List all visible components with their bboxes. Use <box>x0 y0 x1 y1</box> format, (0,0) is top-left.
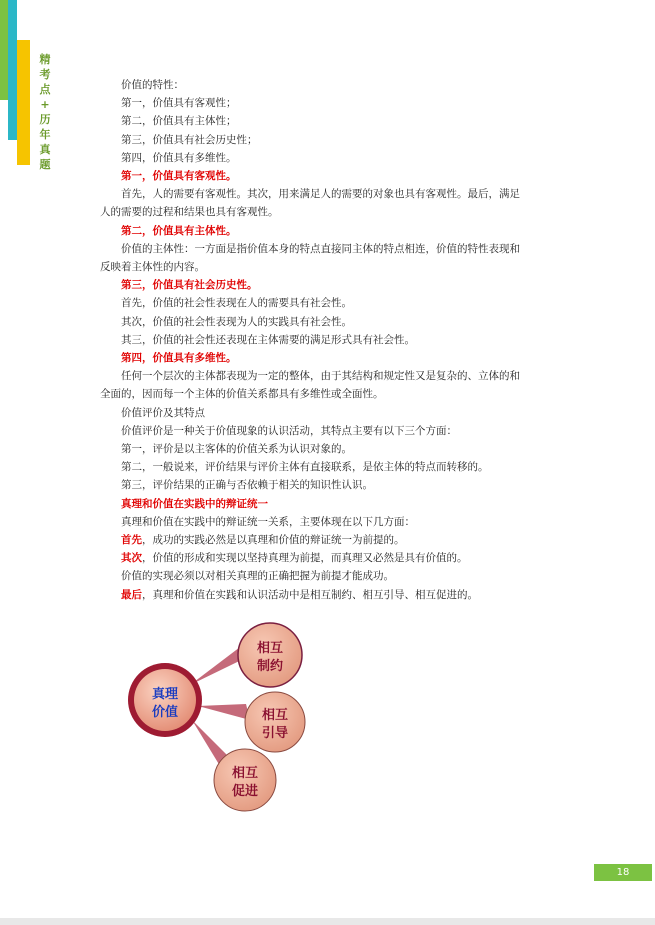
connector <box>198 704 250 720</box>
node-label-promote-1: 相互 <box>231 766 259 781</box>
lead-word: 首先 <box>121 534 142 547</box>
truth-value-diagram <box>120 610 320 820</box>
text-line <box>100 203 560 221</box>
line-text: 首先，人的需要有客观性。其次，用来满足人的需要的对象也具有客观性。最后，满足 <box>121 188 520 201</box>
section-heading <box>100 349 560 367</box>
center-label-1: 真理 <box>151 687 179 702</box>
text-line <box>100 422 560 440</box>
text-line <box>100 367 560 385</box>
side-label-char: 真 <box>39 143 51 156</box>
node-label-guide-2: 引导 <box>261 726 289 741</box>
decor-bar-blue <box>8 0 17 140</box>
lead-word: 最后 <box>121 588 142 601</box>
side-label <box>38 52 52 172</box>
decor-bar-green <box>0 0 8 100</box>
line-text: 价值的主体性：一方面是指价值本身的特点直接同主体的特点相连，价值的特性表现和 <box>121 242 520 255</box>
line-text: 其三，价值的社会性还表现在主体需要的满足形式具有社会性。 <box>121 333 415 346</box>
text-line <box>100 258 560 276</box>
page-number: 18 <box>594 864 652 881</box>
line-text: 首先，价值的社会性表现在人的需要具有社会性。 <box>121 297 352 310</box>
line-text: 价值的实现必须以对相关真理的正确把握为前提才能成功。 <box>121 570 394 583</box>
side-label-char: 考 <box>39 68 51 81</box>
text-line <box>100 294 560 312</box>
section-heading <box>100 495 560 513</box>
side-label-char: 历 <box>39 113 51 126</box>
text-line <box>100 240 560 258</box>
node-label-guide-1: 相互 <box>261 708 289 723</box>
section-heading <box>100 167 560 185</box>
line-text: 第三，评价结果的正确与否依赖于相关的知识性认识。 <box>121 479 373 492</box>
line-text: ，成功的实践必然是以真理和价值的辩证统一为前提的。 <box>142 534 405 547</box>
text-line <box>100 567 560 585</box>
section-heading <box>100 222 560 240</box>
text-line <box>100 531 560 549</box>
text-line <box>100 440 560 458</box>
line-text: 任何一个层次的主体都表现为一定的整体，由于其结构和规定性又是复杂的、立体的和 <box>121 370 520 383</box>
decor-bar-yellow <box>17 40 30 165</box>
line-text: 人的需要的过程和结果也具有客观性。 <box>100 206 279 219</box>
line-text: ，真理和价值在实践和认识活动中是相互制约、相互引导、相互促进的。 <box>142 588 478 601</box>
text-line <box>100 149 560 167</box>
text-line <box>100 586 560 604</box>
line-text: 第二，一般说来，评价结果与评价主体有直接联系，是依主体的特点而转移的。 <box>121 461 489 474</box>
side-label-char: 年 <box>39 128 51 141</box>
side-label-char: + <box>40 98 50 111</box>
heading-text: 第二，价值具有主体性。 <box>121 224 237 237</box>
node-label-promote-2: 促进 <box>231 784 259 799</box>
line-text: 第一，评价是以主客体的价值关系为认识对象的。 <box>121 443 352 456</box>
line-text: 真理和价值在实践中的辩证统一关系，主要体现在以下几方面： <box>121 515 415 528</box>
line-text: 第四，价值具有多维性。 <box>121 151 237 164</box>
heading-text: 第一，价值具有客观性。 <box>121 170 237 183</box>
line-text: 反映着主体性的内容。 <box>100 261 205 274</box>
text-line <box>100 385 560 403</box>
section-heading <box>100 276 560 294</box>
heading-text: 第四，价值具有多维性。 <box>121 352 237 365</box>
line-text: 价值评价是一种关于价值现象的认识活动，其特点主要有以下三个方面： <box>121 424 457 437</box>
lead-word: 其次 <box>121 552 142 565</box>
text-line <box>100 313 560 331</box>
text-line <box>100 185 560 203</box>
line-text: 全面的，因而每一个主体的价值关系都具有多维性或全面性。 <box>100 388 384 401</box>
side-label-char: 点 <box>39 83 51 96</box>
node-label-constrain-1: 相互 <box>256 641 284 656</box>
text-line <box>100 404 560 422</box>
line-text: 其次，价值的社会性表现为人的实践具有社会性。 <box>121 315 352 328</box>
line-text: 第三，价值具有社会历史性； <box>121 133 258 146</box>
text-line <box>100 331 560 349</box>
node-label-constrain-2: 制约 <box>256 659 284 674</box>
heading-text: 第三，价值具有社会历史性。 <box>121 279 258 292</box>
side-label-char: 精 <box>39 53 51 66</box>
heading-text: 真理和价值在实践中的辩证统一 <box>121 497 268 510</box>
line-text: 第二，价值具有主体性； <box>121 115 237 128</box>
line-text: 价值评价及其特点 <box>121 406 205 419</box>
body-text <box>100 76 560 604</box>
text-line <box>100 513 560 531</box>
text-line <box>100 94 560 112</box>
text-line <box>100 76 560 94</box>
side-label-char: 题 <box>39 158 51 171</box>
text-line <box>100 476 560 494</box>
text-line <box>100 458 560 476</box>
text-line <box>100 549 560 567</box>
page-bottom-edge <box>0 918 655 925</box>
text-line <box>100 112 560 130</box>
line-text: 价值的特性： <box>121 79 184 91</box>
text-line <box>100 131 560 149</box>
center-label-2: 价值 <box>151 705 179 720</box>
line-text: ，价值的形成和实现以坚持真理为前提，而真理又必然是具有价值的。 <box>142 552 468 565</box>
line-text: 第一，价值具有客观性； <box>121 97 237 110</box>
